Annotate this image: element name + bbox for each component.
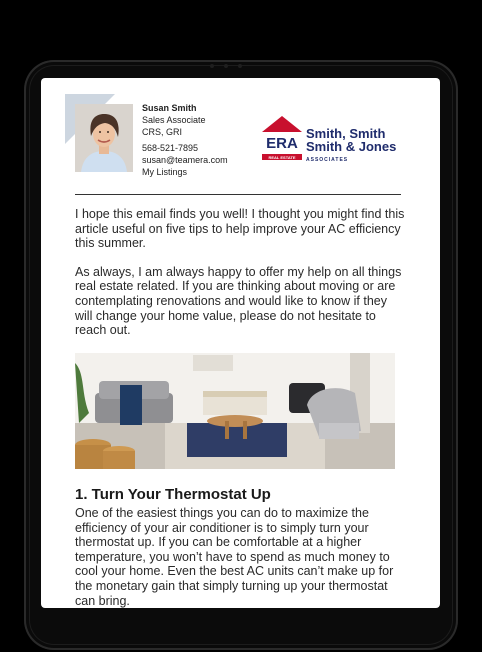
agent-title: Sales Associate — [142, 115, 206, 125]
agent-name: Susan Smith — [142, 103, 197, 113]
my-listings-link[interactable]: My Listings — [142, 167, 188, 177]
article-title: 1. Turn Your Thermostat Up — [75, 486, 271, 503]
living-room-image — [75, 353, 395, 469]
era-logo-subtext: REAL ESTATE — [268, 155, 296, 160]
header-divider — [75, 194, 401, 195]
email-screen — [41, 78, 440, 608]
era-logo-text: ERA — [266, 135, 298, 152]
brokerage-name-line1: Smith, Smith — [306, 126, 386, 141]
brokerage-logo — [262, 114, 432, 164]
email-header — [41, 78, 440, 188]
help-paragraph: As always, I am always happy to offer my help on all things real estate related. If you are thinking about moving or are contemplating renovations and would like to know if they will change your home value, please do not hesitate to reach out. — [75, 264, 402, 338]
agent-designations: CRS, GRI — [142, 127, 183, 137]
tablet-camera — [210, 64, 242, 68]
era-logo-icon — [262, 114, 302, 164]
agent-signature — [142, 102, 228, 178]
email-body — [75, 207, 405, 352]
article-body: One of the easiest things you can do to maximize the efficiency of your air conditioner is to simply turn your thermostat up. If you can be comfortable at a higher temperature, you won’t have to spend as much money to cool your home. Even the best AC units can’t make up for the monetary gain that simply turning up your thermostat can bring. — [75, 506, 394, 608]
agent-photo — [75, 104, 133, 172]
agent-email[interactable]: susan@teamera.com — [142, 155, 228, 165]
brokerage-name — [306, 127, 396, 167]
brokerage-name-line3: ASSOCIATES — [306, 157, 349, 163]
agent-phone[interactable]: 568-521-7895 — [142, 143, 199, 153]
intro-paragraph: I hope this email finds you well! I thought you might find this article useful on five tips to help improve your AC efficiency this summer. — [75, 207, 405, 251]
brokerage-name-line2: Smith & Jones — [306, 139, 397, 154]
